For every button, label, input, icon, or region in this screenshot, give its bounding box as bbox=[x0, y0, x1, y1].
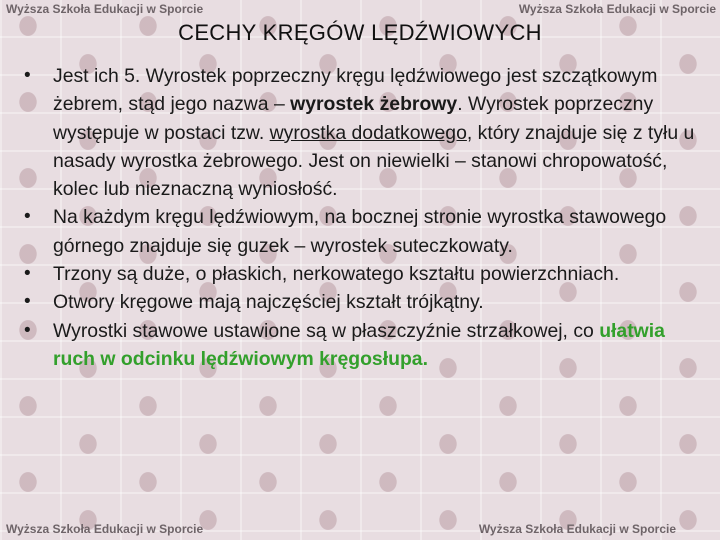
highlighted-text: ułatwia ruch w odcinku lędźwiowym kręgosłupa. bbox=[53, 319, 665, 370]
bullet-text: Na każdym kręgu lędźwiowym, na bocznej stronie wyrostka stawowego górnego znajduje się guzek – wyrostek suteczkowaty. bbox=[53, 206, 667, 257]
bullet-text: Jest ich 5. Wyrostek poprzeczny kręgu lędźwiowego jest szczątkowym żebrem, stąd jego nazwa – bbox=[53, 65, 658, 116]
watermark-bottom-left: Wyższa Szkoła Edukacji w Sporcie bbox=[6, 522, 204, 536]
bullet-item bbox=[24, 62, 704, 203]
bullet-text: . Wyrostek poprzeczny występuje w postaci tzw. bbox=[53, 93, 654, 144]
bullet-item bbox=[24, 288, 704, 316]
watermark-top-left: Wyższa Szkoła Edukacji w Sporcie bbox=[6, 2, 204, 16]
bullet-text: Wyrostki stawowe ustawione są w płaszczyźnie strzałkowej, co bbox=[53, 319, 600, 342]
slide-title: CECHY KRĘGÓW LĘDŹWIOWYCH bbox=[178, 20, 542, 45]
bullet-text: , który znajduje się z tyłu u nasady wyrostka żebrowego. Jest on niewielki – stanowi chropowatość, kolec lub nieznaczną wyniosłość. bbox=[53, 121, 695, 201]
bullet-item bbox=[24, 260, 704, 288]
slide-content bbox=[24, 62, 704, 373]
bullet-item bbox=[24, 203, 704, 260]
underlined-term: wyrostka dodatkowego bbox=[269, 121, 467, 144]
bullet-item bbox=[24, 317, 704, 374]
bullet-text: Otwory kręgowe mają najczęściej kształt trójkątny. bbox=[53, 291, 484, 314]
watermark-bottom-right: Wyższa Szkoła Edukacji w Sporcie bbox=[478, 522, 676, 536]
watermark-top-right: Wyższa Szkoła Edukacji w Sporcie bbox=[518, 2, 716, 16]
bold-term: wyrostek żebrowy bbox=[290, 93, 458, 116]
bullet-text: Trzony są duże, o płaskich, nerkowatego kształtu powierzchniach. bbox=[53, 263, 620, 286]
